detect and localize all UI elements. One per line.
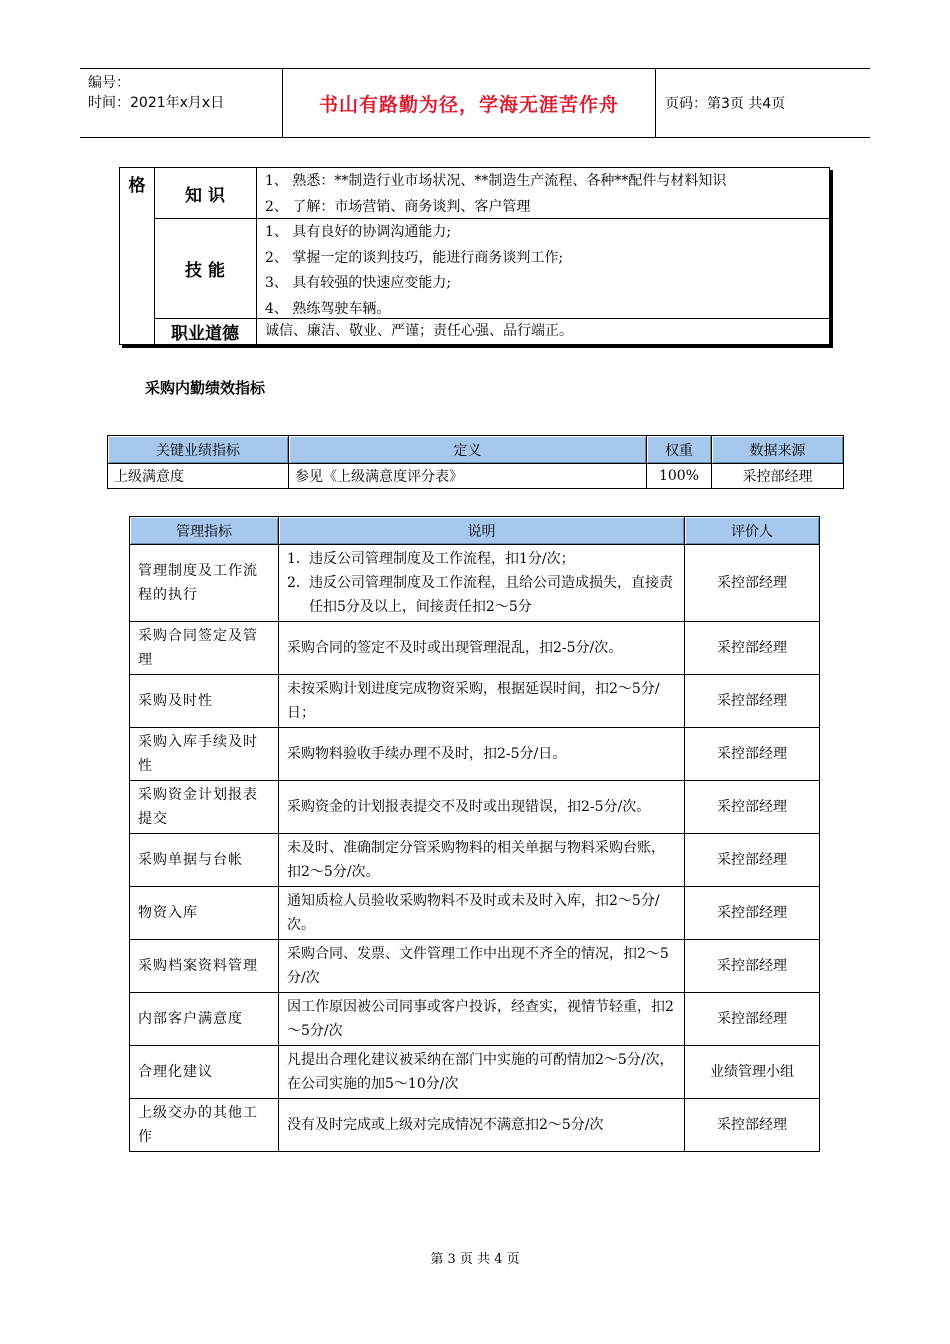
column-header: 评价人 [685, 517, 820, 545]
knowledge-line: 2、 了解：市场营销、商务谈判、客户管理 [265, 198, 531, 215]
evaluator-cell: 采控部经理 [685, 781, 820, 834]
column-header: 说明 [279, 517, 685, 545]
description-cell: 未及时、准确制定分管采购物料的相关单据与物料采购台账，扣2～5分/次。 [279, 834, 685, 887]
evaluator-cell: 采控部经理 [685, 545, 820, 622]
skills-line: 2、 掌握一定的谈判技巧，能进行商务谈判工作; [265, 249, 564, 266]
description-cell: 通知质检人员验收采购物料不及时或未及时入库，扣2～5分/次。 [279, 887, 685, 940]
kpi-table [107, 435, 844, 489]
table-row [130, 728, 820, 781]
indicator-cell: 采购及时性 [130, 675, 279, 728]
indicator-cell: 物资入库 [130, 887, 279, 940]
section-title: 采购内勤绩效指标 [145, 379, 266, 397]
indicator-cell: 采购合同签定及管理 [130, 622, 279, 675]
description-cell [279, 545, 685, 622]
description-cell: 采购合同的签定不及时或出现管理混乱，扣2-5分/次。 [279, 622, 685, 675]
description-cell: 采购资金的计划报表提交不及时或出现错误，扣2-5分/次。 [279, 781, 685, 834]
skills-line: 4、 熟练驾驶车辆。 [265, 300, 391, 317]
page-footer: 第 3 页 共 4 页 [430, 1252, 520, 1267]
indicator-cell: 采购单据与台帐 [130, 834, 279, 887]
management-rows [130, 622, 820, 1152]
table-row [130, 675, 820, 728]
motto: 书山有路勤为径，学海无涯苦作舟 [318, 93, 619, 116]
indicator-cell: 上级交办的其他工作 [130, 1099, 279, 1152]
evaluator-cell: 采控部经理 [685, 675, 820, 728]
qualification-table [119, 167, 830, 345]
table-header-row [108, 436, 844, 464]
table-row [130, 622, 820, 675]
header-divider [655, 69, 656, 137]
indicator-cell: 合理化建议 [130, 1046, 279, 1099]
column-header: 关键业绩指标 [108, 436, 289, 464]
indicator-cell: 采购资金计划报表提交 [130, 781, 279, 834]
indicator-cell: 采购入库手续及时性 [130, 728, 279, 781]
evaluator-cell: 采控部经理 [685, 887, 820, 940]
list-item [287, 547, 676, 571]
table-row [130, 781, 820, 834]
ethics-text: 诚信、廉洁、敬业、严谨；责任心强、品行端正。 [265, 323, 573, 339]
description-cell: 采购合同、发票、文件管理工作中出现不齐全的情况，扣2～5分/次 [279, 940, 685, 993]
table-row [130, 834, 820, 887]
list-item [287, 571, 676, 619]
numbered-list [287, 547, 676, 619]
column-header: 数据来源 [712, 436, 844, 464]
table-cell: 参见《上级满意度评分表》 [289, 464, 647, 489]
column-header: 管理指标 [130, 517, 279, 545]
evaluator-cell: 采控部经理 [685, 834, 820, 887]
page-number: 页码：第3页 共4页 [665, 96, 786, 112]
knowledge-text [265, 169, 726, 220]
list-text: 违反公司管理制度及工作流程，且给公司造成损失，直接责任扣5分及以上，间接责任扣2～5分 [309, 575, 673, 615]
knowledge-line: 1、 熟悉：**制造行业市场状况、**制造生产流程、各种**配件与材料知识 [265, 173, 727, 189]
table-cell: 100% [647, 464, 712, 489]
column-header: 定义 [289, 436, 647, 464]
skills-text [265, 220, 563, 322]
description-cell: 没有及时完成或上级对完成情况不满意扣2～5分/次 [279, 1099, 685, 1152]
table-header-row [130, 517, 820, 545]
indicator-cell: 采购档案资料管理 [130, 940, 279, 993]
evaluator-cell: 采控部经理 [685, 940, 820, 993]
table-row [130, 887, 820, 940]
evaluator-cell: 业绩管理小组 [685, 1046, 820, 1099]
list-text: 违反公司管理制度及工作流程，扣1分/次； [309, 551, 575, 567]
description-cell: 因工作原因被公司同事或客户投诉，经查实，视情节轻重，扣2～5分/次 [279, 993, 685, 1046]
list-number: 1. [287, 551, 301, 567]
indicator-cell: 管理制度及工作流程的执行 [130, 545, 279, 622]
table-row [130, 993, 820, 1046]
table-row [108, 464, 844, 489]
knowledge-label: 知 识 [185, 185, 225, 206]
evaluator-cell: 采控部经理 [685, 993, 820, 1046]
table-row [130, 940, 820, 993]
evaluator-cell: 采控部经理 [685, 728, 820, 781]
header-info [88, 73, 224, 113]
table-row [130, 1099, 820, 1152]
description-cell: 凡提出合理化建议被采纳在部门中实施的可酌情加2～5分/次，在公司实施的加5～10分/次 [279, 1046, 685, 1099]
table-row [130, 545, 820, 622]
table-row [130, 1046, 820, 1099]
description-cell: 采购物料验收手续办理不及时，扣2-5分/日。 [279, 728, 685, 781]
management-table [129, 516, 820, 1152]
number-label: 编号： [88, 75, 130, 91]
indicator-cell: 内部客户满意度 [130, 993, 279, 1046]
table-cell: 上级满意度 [108, 464, 289, 489]
page-header [80, 68, 870, 138]
evaluator-cell: 采控部经理 [685, 622, 820, 675]
side-label: 格 [128, 175, 146, 196]
evaluator-cell: 采控部经理 [685, 1099, 820, 1152]
list-number: 2. [287, 575, 301, 591]
description-cell: 未按采购计划进度完成物资采购，根据延误时间，扣2～5分/日； [279, 675, 685, 728]
time-label: 时间：2021年x月x日 [88, 95, 225, 111]
column-header: 权重 [647, 436, 712, 464]
skills-label: 技 能 [185, 260, 225, 281]
skills-line: 3、 具有较强的快速应变能力; [265, 275, 452, 291]
ethics-label: 职业道德 [171, 323, 239, 344]
table-cell: 采控部经理 [712, 464, 844, 489]
skills-line: 1、 具有良好的协调沟通能力; [265, 224, 452, 240]
